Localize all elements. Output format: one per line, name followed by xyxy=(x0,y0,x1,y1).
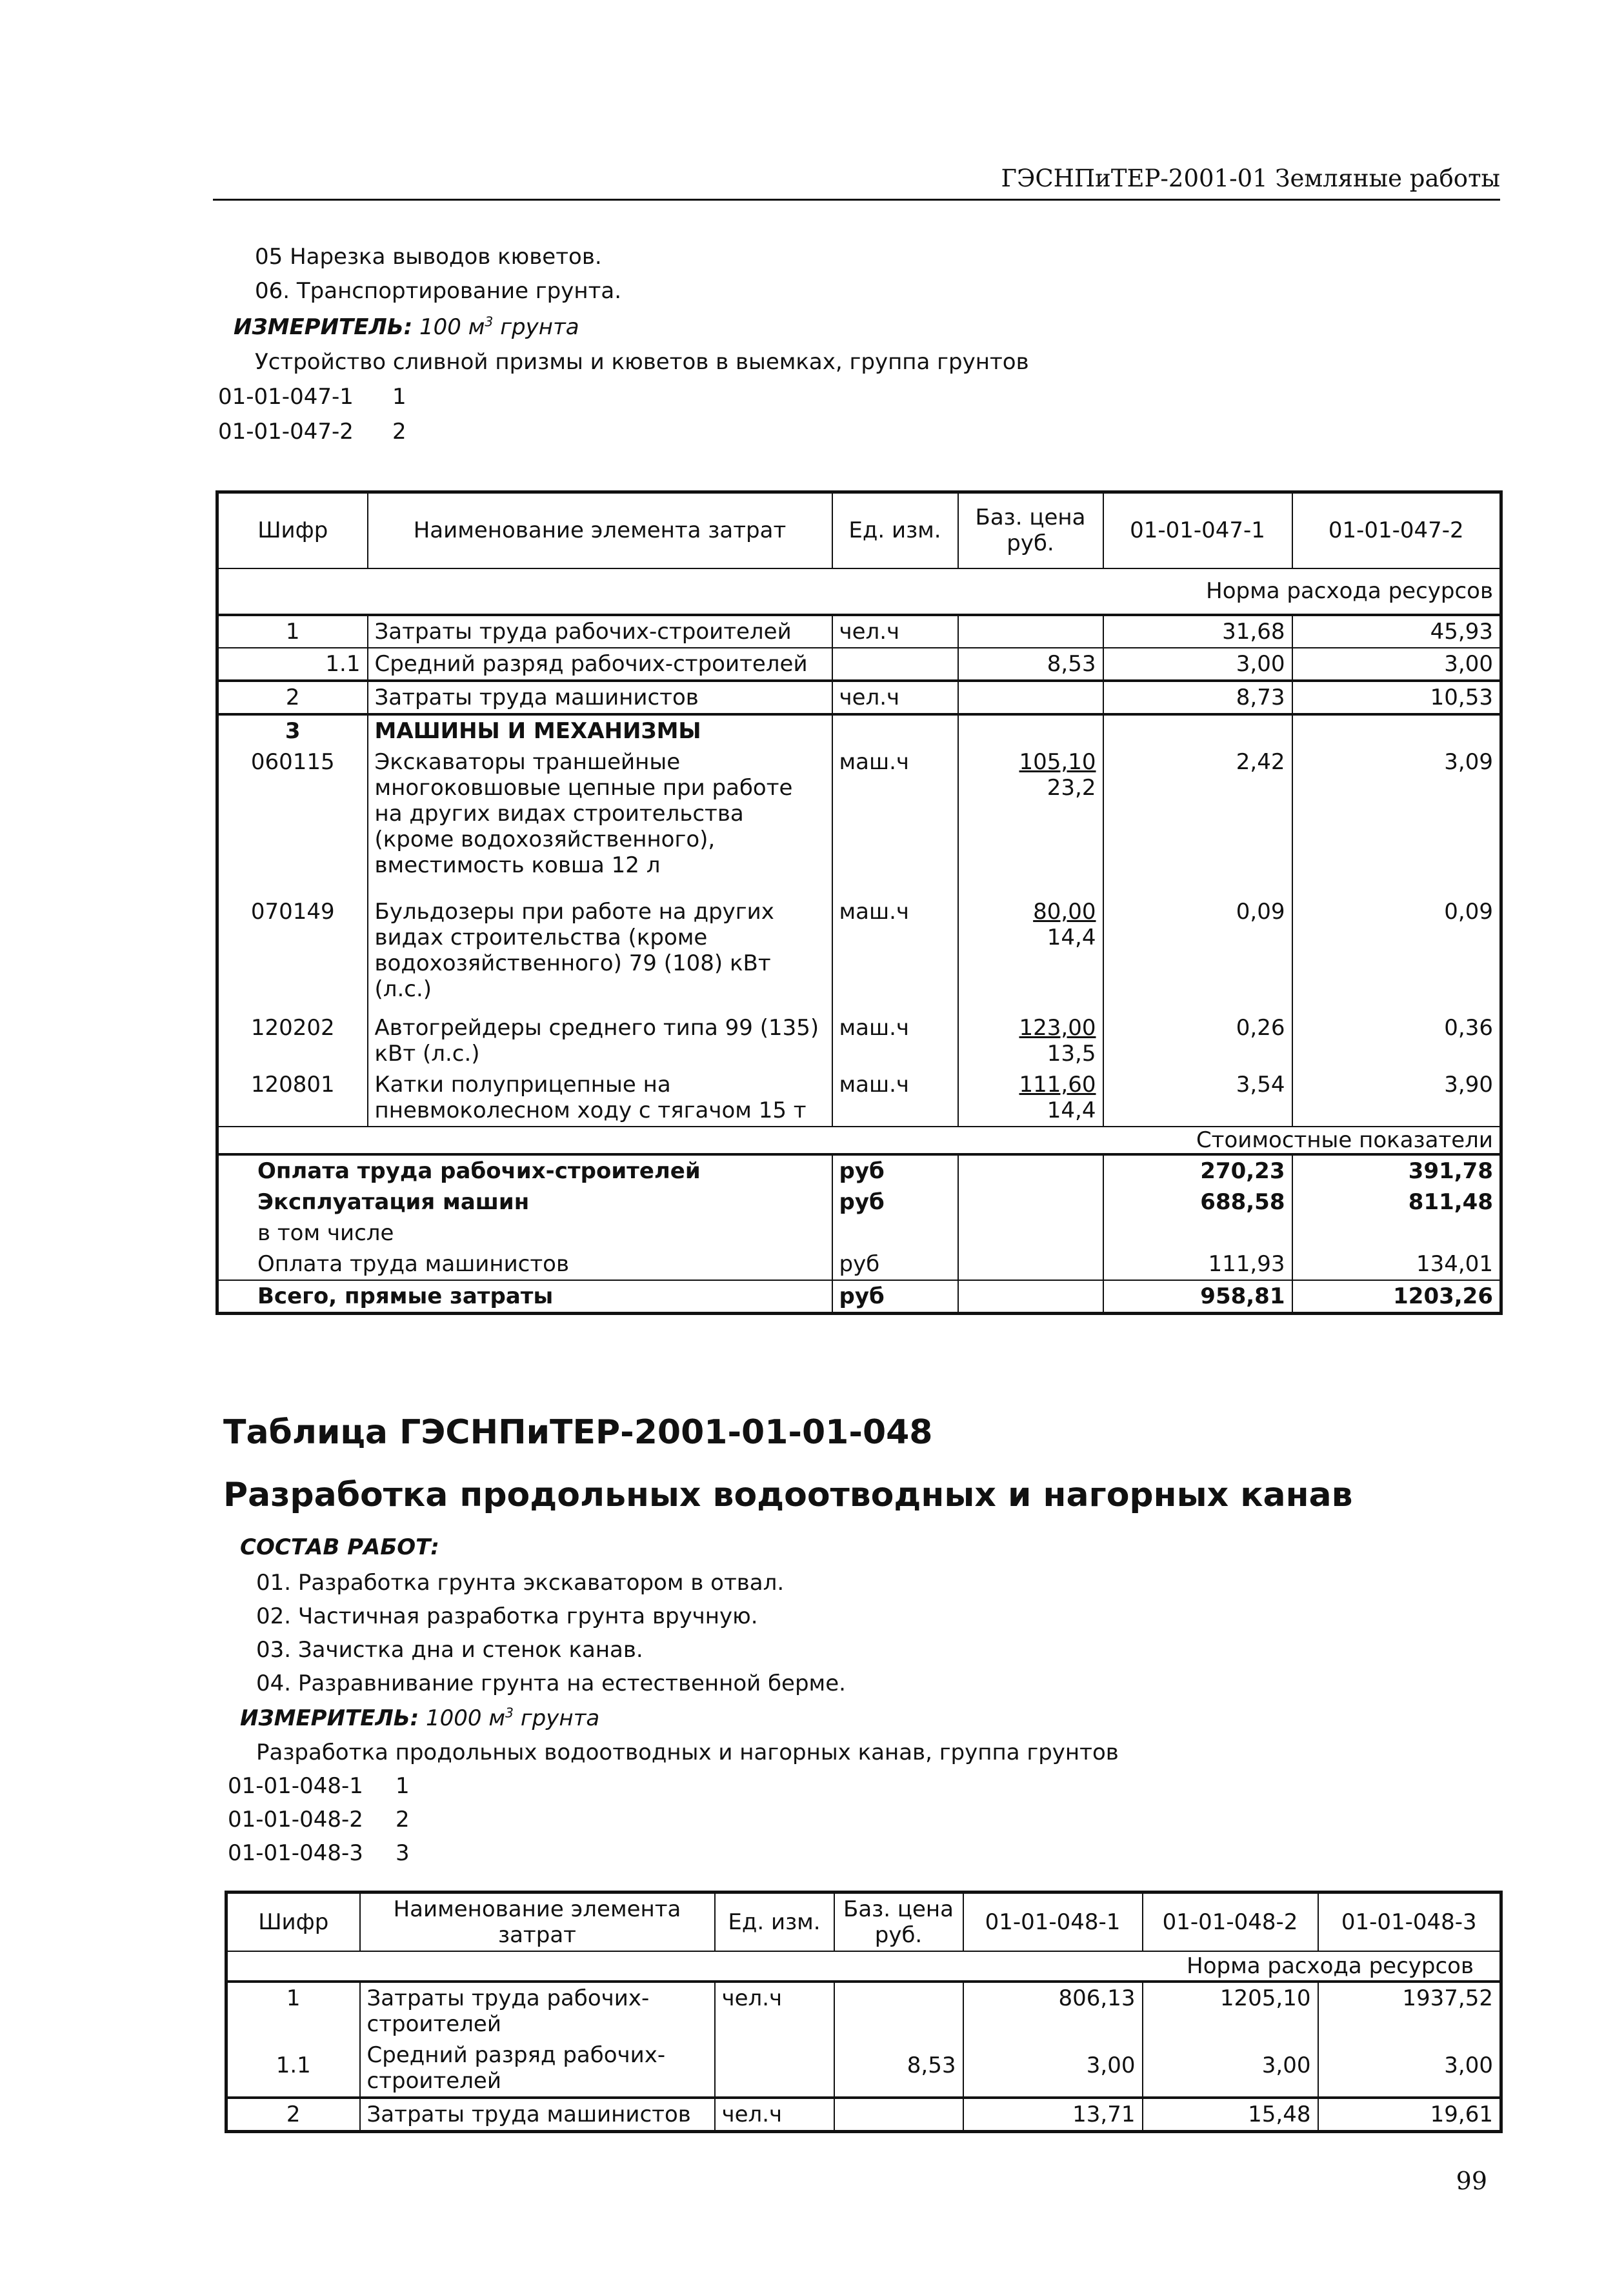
header-price: Баз. цена руб. xyxy=(958,492,1103,568)
row-name: Затраты труда машинистов xyxy=(368,681,832,714)
table-row xyxy=(217,1069,1501,1127)
cost-value-1: 111,93 xyxy=(1103,1249,1292,1280)
row-code: 1.1 xyxy=(226,2040,360,2098)
meter-label: ИЗМЕРИТЕЛЬ: xyxy=(234,314,413,340)
row-unit: чел.ч xyxy=(832,615,958,648)
row-name: Экскаваторы траншейные многоковшовые цепные при работе на других видах строительства (кроме водохозяйственного), вместимость ковша 12 л xyxy=(368,747,832,881)
meter-sup: 3 xyxy=(485,314,494,330)
row-unit: чел.ч xyxy=(715,2098,834,2132)
row-unit: маш.ч xyxy=(832,1069,958,1127)
norm-label: Норма расхода ресурсов xyxy=(1206,578,1493,604)
work-item: 06. Транспортирование грунта. xyxy=(255,278,622,304)
cost-value-2: 134,01 xyxy=(1292,1249,1501,1280)
row-code: 070149 xyxy=(217,881,368,1005)
header-col1: 01-01-047-1 xyxy=(1103,492,1292,568)
row-value-1: 3,00 xyxy=(1103,648,1292,681)
row-price xyxy=(834,2098,963,2132)
row-value-2: 3,00 xyxy=(1143,2040,1318,2098)
cost-row xyxy=(217,1218,1501,1249)
cost-value-1: 270,23 xyxy=(1103,1154,1292,1187)
row-code: 3 xyxy=(217,714,368,747)
row-value-1: 8,73 xyxy=(1103,681,1292,714)
header-col2: 01-01-047-2 xyxy=(1292,492,1501,568)
code: 01-01-047-2 xyxy=(218,419,354,445)
resource-table-048 xyxy=(225,1891,1503,2133)
row-name: Затраты труда рабочих-строителей xyxy=(368,615,832,648)
code-line xyxy=(228,1773,410,1799)
row-value-2: 0,09 xyxy=(1292,881,1501,1005)
row-unit xyxy=(715,2040,834,2098)
meter-unit: грунта xyxy=(500,314,579,340)
row-value-2: 3,09 xyxy=(1292,747,1501,881)
row-code: 1.1 xyxy=(217,648,368,681)
norm-label-row xyxy=(217,568,1501,615)
row-value-2: 45,93 xyxy=(1292,615,1501,648)
cost-row xyxy=(217,1249,1501,1280)
group-description: Устройство сливной призмы и кюветов в выемках, группа грунтов xyxy=(255,349,1029,375)
code: 01-01-047-1 xyxy=(218,384,354,410)
row-value-1: 0,09 xyxy=(1103,881,1292,1005)
code-line xyxy=(218,419,406,445)
row-name: Затраты труда рабочих-строителей xyxy=(360,1982,715,2040)
section-subtitle: Разработка продольных водоотводных и нагорных канав xyxy=(223,1476,1353,1514)
row-value-2: 3,90 xyxy=(1292,1069,1501,1127)
price-base: 111,60 xyxy=(1019,1071,1096,1098)
cost-row xyxy=(217,1280,1501,1314)
row-price xyxy=(958,1005,1103,1069)
price-secondary: 23,2 xyxy=(1047,774,1096,801)
running-header: ГЭСНПиТЕР-2001-01 Земляные работы xyxy=(1001,165,1500,192)
row-unit: маш.ч xyxy=(832,881,958,1005)
table-row xyxy=(217,648,1501,681)
cost-label: Стоимостные показатели xyxy=(1196,1127,1493,1153)
row-code: 2 xyxy=(217,681,368,714)
norm-label: Норма расхода ресурсов xyxy=(1187,1953,1474,1979)
row-code: 1 xyxy=(226,1982,360,2040)
group: 2 xyxy=(392,419,406,445)
table-row xyxy=(217,714,1501,747)
code-line xyxy=(218,384,406,410)
row-value-1: 13,71 xyxy=(963,2098,1143,2132)
cost-value-2: 1203,26 xyxy=(1292,1280,1501,1314)
page-number: 99 xyxy=(1456,2167,1487,2195)
meter-sup: 3 xyxy=(505,1705,514,1721)
table-row xyxy=(217,747,1501,881)
cost-name: Оплата труда рабочих-строителей xyxy=(217,1154,832,1187)
meter-label: ИЗМЕРИТЕЛЬ: xyxy=(240,1705,419,1731)
header-code: Шифр xyxy=(226,1892,360,1952)
row-price xyxy=(958,681,1103,714)
row-code: 1 xyxy=(217,615,368,648)
row-value-2: 0,36 xyxy=(1292,1005,1501,1069)
header-name: Наименование элемента затрат xyxy=(360,1892,715,1952)
cost-value-2: 391,78 xyxy=(1292,1154,1501,1187)
row-price xyxy=(834,1982,963,2040)
work-item: 02. Частичная разработка грунта вручную. xyxy=(256,1603,758,1629)
cost-label-row xyxy=(217,1127,1501,1154)
table-header-row xyxy=(226,1892,1501,1952)
row-name: Средний разряд рабочих-строителей xyxy=(360,2040,715,2098)
row-unit xyxy=(832,648,958,681)
header-code: Шифр xyxy=(217,492,368,568)
row-price: 8,53 xyxy=(958,648,1103,681)
composition-label: СОСТАВ РАБОТ: xyxy=(240,1534,439,1560)
row-value-2: 10,53 xyxy=(1292,681,1501,714)
cost-name: Всего, прямые затраты xyxy=(217,1280,832,1314)
cost-value-2: 811,48 xyxy=(1292,1187,1501,1218)
cost-name: Оплата труда машинистов xyxy=(217,1249,832,1280)
cost-value-1: 958,81 xyxy=(1103,1280,1292,1314)
meter-line xyxy=(234,314,579,340)
table-row xyxy=(226,2040,1501,2098)
row-price: 8,53 xyxy=(834,2040,963,2098)
row-name: Средний разряд рабочих-строителей xyxy=(368,648,832,681)
table-row xyxy=(217,681,1501,714)
cost-unit: руб xyxy=(832,1249,958,1280)
code: 01-01-048-1 xyxy=(228,1773,363,1799)
resource-table-047 xyxy=(216,490,1503,1315)
row-price xyxy=(958,747,1103,881)
row-value-2: 15,48 xyxy=(1143,2098,1318,2132)
cost-unit: руб xyxy=(832,1154,958,1187)
header-col3: 01-01-048-3 xyxy=(1318,1892,1501,1952)
header-rule xyxy=(213,199,1500,201)
header-unit: Ед. изм. xyxy=(832,492,958,568)
code-line xyxy=(228,1840,410,1866)
row-name: Бульдозеры при работе на других видах строительства (кроме водохозяйственного) 79 (108) кВт (л.с.) xyxy=(368,881,832,1005)
row-code: 120801 xyxy=(217,1069,368,1127)
cost-row xyxy=(217,1187,1501,1218)
header-price: Баз. цена руб. xyxy=(834,1892,963,1952)
row-value-1: 2,42 xyxy=(1103,747,1292,881)
work-item: 05 Нарезка выводов кюветов. xyxy=(255,244,602,270)
group: 1 xyxy=(396,1773,410,1799)
group: 1 xyxy=(392,384,406,410)
row-code: 120202 xyxy=(217,1005,368,1069)
code: 01-01-048-2 xyxy=(228,1807,363,1832)
cost-value-1: 688,58 xyxy=(1103,1187,1292,1218)
row-unit: чел.ч xyxy=(715,1982,834,2040)
work-item: 01. Разработка грунта экскаватором в отвал. xyxy=(256,1570,785,1596)
meter-line xyxy=(240,1705,599,1731)
row-code: 060115 xyxy=(217,747,368,881)
header-col2: 01-01-048-2 xyxy=(1143,1892,1318,1952)
group-description: Разработка продольных водоотводных и нагорных канав, группа грунтов xyxy=(256,1740,1119,1765)
price-base: 105,10 xyxy=(1019,748,1096,775)
cost-unit: руб xyxy=(832,1187,958,1218)
table-row xyxy=(226,1982,1501,2040)
group: 2 xyxy=(396,1807,410,1832)
row-value-3: 1937,52 xyxy=(1318,1982,1501,2040)
code: 01-01-048-3 xyxy=(228,1840,363,1866)
row-code: 2 xyxy=(226,2098,360,2132)
header-name: Наименование элемента затрат xyxy=(368,492,832,568)
row-unit: чел.ч xyxy=(832,681,958,714)
price-secondary: 14,4 xyxy=(1047,924,1096,950)
norm-label-row xyxy=(226,1951,1501,1982)
header-unit: Ед. изм. xyxy=(715,1892,834,1952)
row-name: Затраты труда машинистов xyxy=(360,2098,715,2132)
row-name: МАШИНЫ И МЕХАНИЗМЫ xyxy=(368,714,832,747)
row-value-3: 19,61 xyxy=(1318,2098,1501,2132)
code-line xyxy=(228,1807,410,1832)
table-row xyxy=(217,881,1501,1005)
cost-name: в том числе xyxy=(217,1218,832,1249)
row-value-1: 3,54 xyxy=(1103,1069,1292,1127)
row-price xyxy=(958,881,1103,1005)
price-secondary: 14,4 xyxy=(1047,1097,1096,1123)
cost-row xyxy=(217,1154,1501,1187)
row-name: Катки полуприцепные на пневмоколесном ходу с тягачом 15 т xyxy=(368,1069,832,1127)
cost-name: Эксплуатация машин xyxy=(217,1187,832,1218)
row-value-1: 806,13 xyxy=(963,1982,1143,2040)
price-base: 80,00 xyxy=(1033,898,1096,925)
row-value-2: 1205,10 xyxy=(1143,1982,1318,2040)
table-title: Таблица ГЭСНПиТЕР-2001-01-01-048 xyxy=(223,1413,933,1452)
row-value-2: 3,00 xyxy=(1292,648,1501,681)
row-price xyxy=(958,615,1103,648)
work-item: 04. Разравнивание грунта на естественной берме. xyxy=(256,1671,846,1696)
row-value-3: 3,00 xyxy=(1318,2040,1501,2098)
group: 3 xyxy=(396,1840,410,1866)
row-name: Автогрейдеры среднего типа 99 (135) кВт (л.с.) xyxy=(368,1005,832,1069)
row-value-1: 0,26 xyxy=(1103,1005,1292,1069)
table-header-row xyxy=(217,492,1501,568)
row-value-1: 31,68 xyxy=(1103,615,1292,648)
meter-value: 100 м xyxy=(419,314,485,340)
work-item: 03. Зачистка дна и стенок канав. xyxy=(256,1637,643,1663)
table-row xyxy=(217,615,1501,648)
table-row xyxy=(226,2098,1501,2132)
row-price xyxy=(958,1069,1103,1127)
meter-value: 1000 м xyxy=(426,1705,506,1731)
meter-unit: грунта xyxy=(520,1705,600,1731)
table-row xyxy=(217,1005,1501,1069)
cost-unit: руб xyxy=(832,1280,958,1314)
row-unit: маш.ч xyxy=(832,1005,958,1069)
row-value-1: 3,00 xyxy=(963,2040,1143,2098)
price-base: 123,00 xyxy=(1019,1014,1096,1041)
row-unit: маш.ч xyxy=(832,747,958,881)
header-col1: 01-01-048-1 xyxy=(963,1892,1143,1952)
price-secondary: 13,5 xyxy=(1047,1040,1096,1067)
